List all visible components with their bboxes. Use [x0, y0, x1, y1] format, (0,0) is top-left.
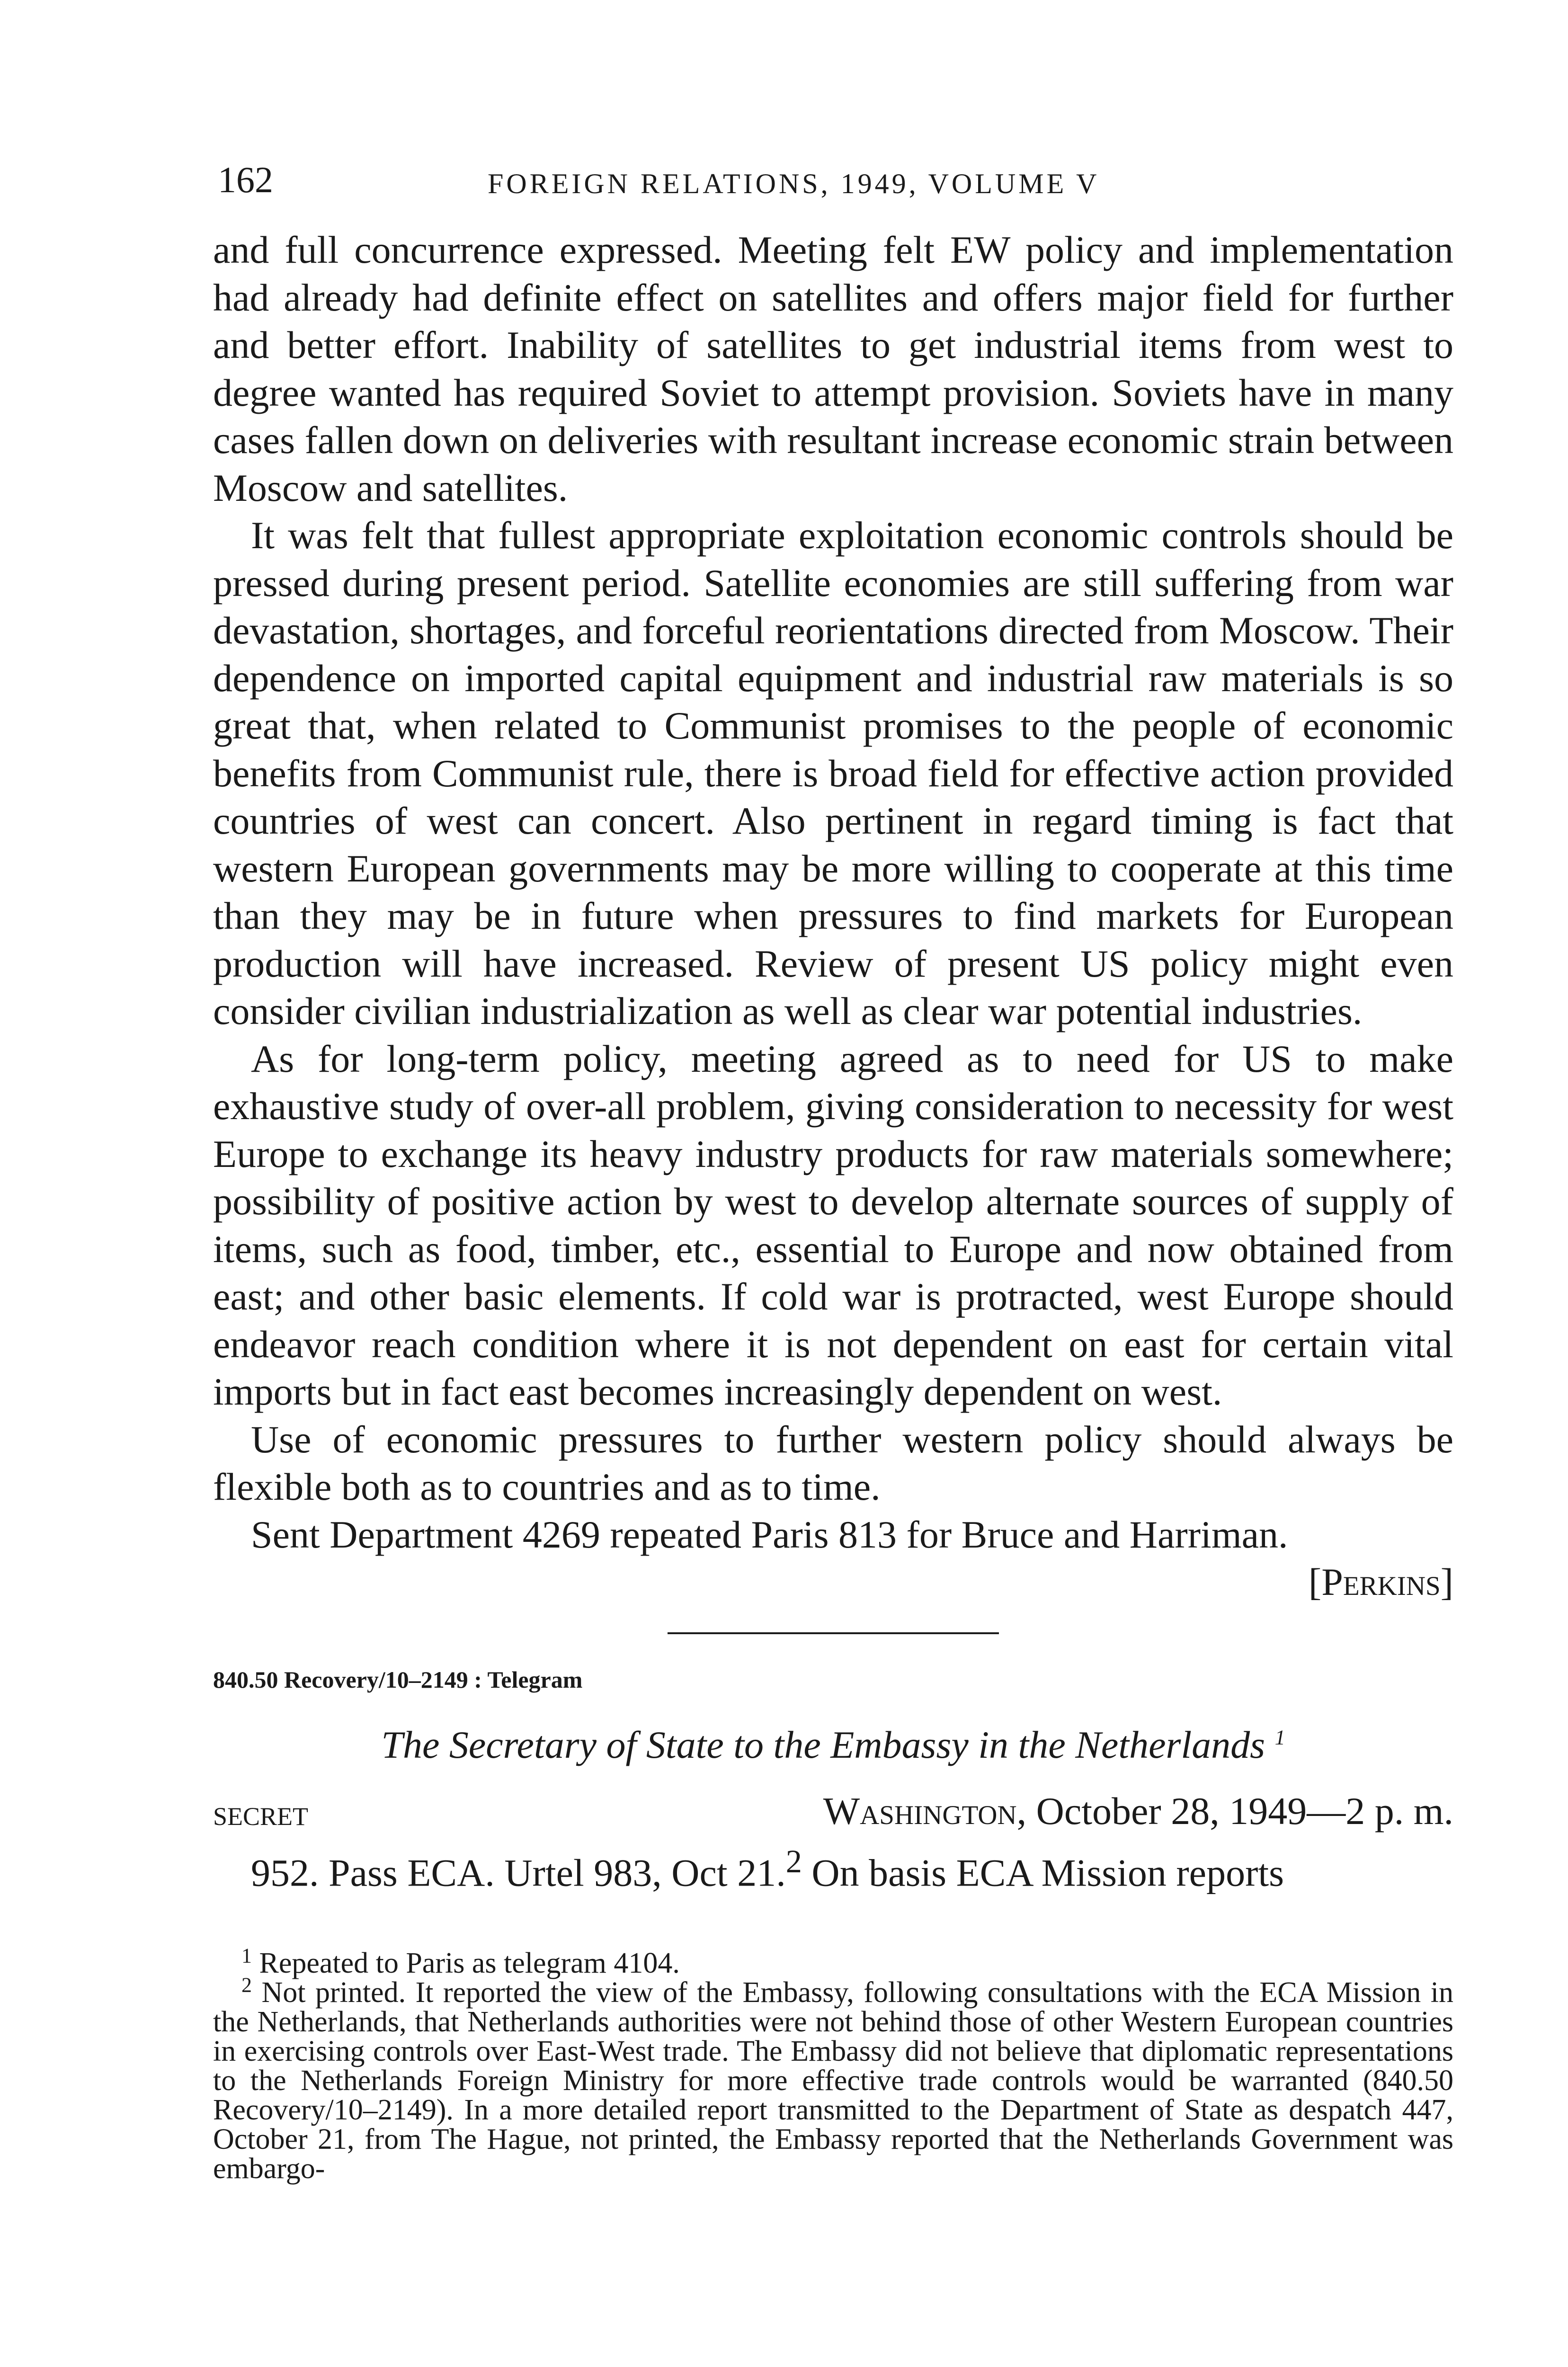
paragraph-3: As for long-term policy, meeting agreed as to need for US to make exhaustive study of over-all problem, giving consideration to necessity for west Europe to exchange its heavy industry products for raw materials somewhere; possibility of positive action by west to develop alternate sources of supply of items, such as food, timber, etc., essential to Europe and now obtained from east; and other basic elements. If cold war is protracted, west Europe should endeavor reach condition where it is not dependent on east for certain vital imports but in fact east becomes increasingly dependent on west.: [213, 1037, 1453, 1413]
paragraph-4: Use of economic pressures to further western policy should always be flexible both as to countries and as to time.: [213, 1417, 1453, 1508]
document-title: [213, 1721, 1453, 1769]
footnotes: [213, 1944, 1454, 2185]
section-divider: [668, 1632, 999, 1634]
footnote-2-marker: 2: [241, 1973, 252, 1997]
paragraph-5: Sent Department 4269 repeated Paris 813 for Bruce and Harriman.: [251, 1513, 1288, 1556]
place: Washington,: [823, 1789, 1027, 1833]
footnote-1: [213, 1944, 1453, 1980]
page-number: 162: [218, 159, 273, 200]
running-head: [213, 156, 1453, 208]
footnote-marker-2: 2: [785, 1843, 802, 1879]
classification: SECRET: [213, 1802, 309, 1831]
place-date: [823, 1788, 1453, 1835]
dateline: [213, 1788, 1453, 1835]
paragraph-2: It was felt that fullest appropriate exploitation economic controls should be pressed during present period. Satellite economies are still suffering from war devastation, shortages, and forceful reorientations directed from Moscow. Their dependence on imported capital equipment and industrial raw materials is so great that, when related to Communist promises to the people of economic benefits from Communist rule, there is broad field for effective action provided countries of west can concert. Also pertinent in regard timing is fact that western European governments may be more willing to cooperate at this time than they may be in future when pressures to find markets for European production will have increased. Review of present US policy might even consider civilian industrialization as well as clear war potential industries.: [213, 514, 1453, 1032]
footnote-marker-1: 1: [1274, 1726, 1285, 1749]
footnote-2-text: Not printed. It reported the view of the Embassy, following consultations with the ECA Mission in the Netherlands, that Netherlands authorities were not behind those of other Western European countries in exercising controls over East-West trade. The Embassy did not believe that diplomatic representations to the Netherlands Foreign Ministry for more effective trade controls would be warranted (840.50 Recovery/10–2149). In a more detailed report transmitted to the Department of State as despatch 447, October 21, from The Hague, not printed, the Embassy reported that the Netherlands Government was embargo-: [213, 1976, 1454, 2185]
document-page: [213, 156, 1453, 2183]
date: October 28, 1949—2 p. m.: [1036, 1789, 1453, 1833]
message-continued: On basis ECA Mission reports: [802, 1851, 1284, 1895]
running-title: FOREIGN RELATIONS, 1949, VOLUME V: [488, 168, 1100, 199]
file-reference: 840.50 Recovery/10–2149 : Telegram: [213, 1666, 583, 1693]
message-opening: [213, 1838, 1453, 1896]
footnote-1-text: Repeated to Paris as telegram 4104.: [259, 1947, 680, 1980]
paragraph-1: and full concurrence expressed. Meeting felt EW policy and implementation had already had definite effect on satellites and offers major field for further and better effort. Inability of satellites to get industrial items from west to degree wanted has required Soviet to attempt provision. Soviets have in many cases fallen down on deliveries with resultant increase economic strain between Moscow and satellites.: [213, 228, 1453, 509]
body-text: [213, 226, 1453, 1558]
document-title-text: The Secretary of State to the Embassy in the Netherlands: [381, 1723, 1265, 1766]
message-start: 952. Pass ECA. Urtel 983, Oct 21.: [251, 1851, 786, 1895]
signature: [Perkins]: [1308, 1560, 1453, 1603]
footnote-2: [213, 1973, 1454, 2185]
footnote-1-marker: 1: [241, 1944, 252, 1967]
